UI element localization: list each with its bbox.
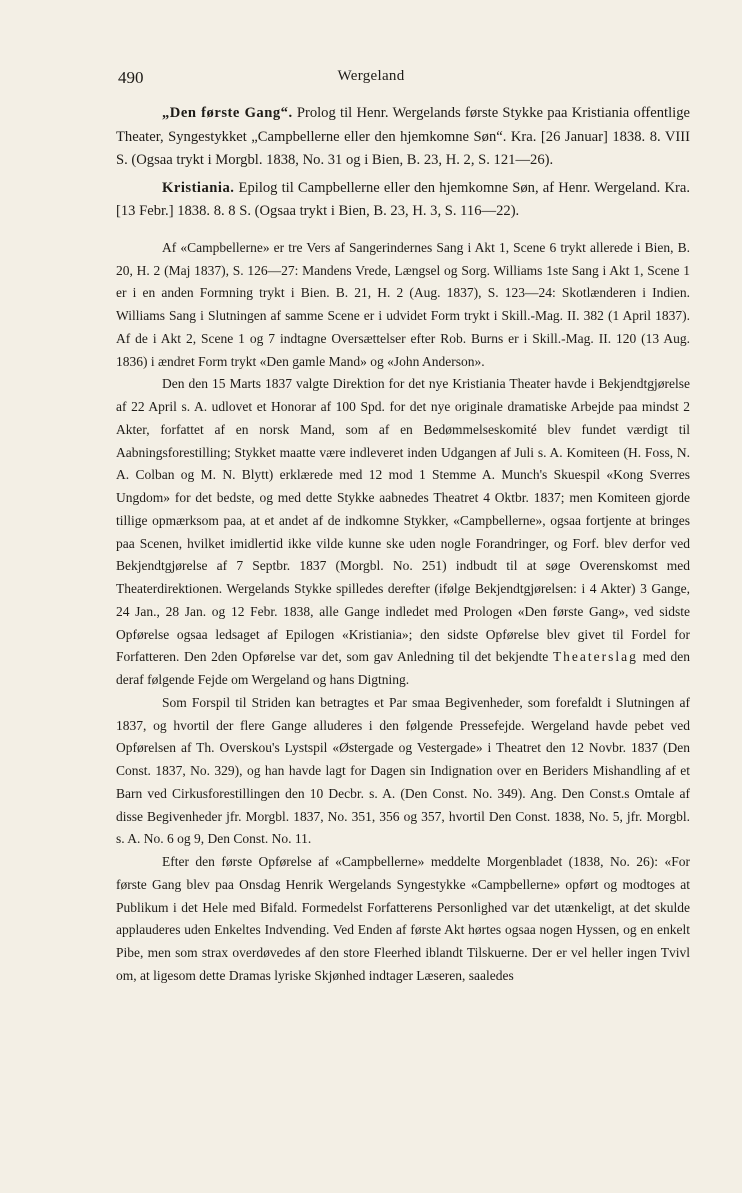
paragraph: Som Forspil til Striden kan betragtes et Par smaa Begivenheder, som forefaldt i Slutningen af 1837, og hvortil der flere Gange alluderes i den følgende Pressefejde. Wergeland havde pebet ved Opførelsen af Th. Overskou's Lystspil «Østergade og Vestergade» i Theatret den 12 Novbr. 1837 (Den Const. 1837, No. 329), og han havde lagt for Dagen sin Indignation over en Beriders Mishandling af et Barn ved Cirkusforestillingen den 10 Decbr. s. A. (Den Const. No. 349). Ang. Den Const.s Omtale af disse Begivenheder jfr. Morgbl. 1837, No. 351, 356 og 357, hvortil Den Const. 1838, No. 5, jfr. Morgbl. s. A. No. 6 og 9, Den Const. No. 11. bbox=[116, 694, 690, 847]
paragraph bbox=[116, 373, 690, 692]
bibliography-entry bbox=[116, 177, 690, 224]
page-number: 490 bbox=[118, 68, 144, 87]
paragraph: Efter den første Opførelse af «Campbellerne» meddelte Morgenbladet (1838, No. 26): «For første Gang blev paa Onsdag Henrik Wergelands Syngestykke «Campbellerne» opført og modtoges at Publikum i det Hele med Bifald. Formedelst Forfatterens Personlighed var det utænkeligt, at det skulde applauderes uden Enkeltes Indvending. Ved Enden af første Akt hørtes ogsaa nogen Hyssen, og en enkelt Pibe, men som strax overdøvedes af den store Fleerhed iblandt Tilskuerne. Der er vel heller ingen Tvivl om, at ligesom dette Dramas lyriske Skjønhed indtager Læseren, saaledes bbox=[116, 854, 690, 983]
spaced-term: Theaterslag bbox=[552, 649, 638, 665]
bibliography-entry bbox=[116, 102, 690, 173]
paragraph: Af «Campbellerne» er tre Vers af Sangerindernes Sang i Akt 1, Scene 6 trykt allerede i Bien, B. 20, H. 2 (Maj 1837), S. 126—27: Mandens Vrede, Længsel og Sorg. Williams 1ste Sang i Akt 1, Scene 1 er i en anden Formning trykt i Bien. B. 21, H. 2 (Aug. 1837), S. 123—24: Skotlænderen i Indien. Williams Sang i Slutningen af samme Scene er i udvidet Form trykt i Skill.-Mag. II. 382 (1 April 1837). Af de i Akt 2, Scene 1 og 7 indtagne Oversættelser efter Rob. Burns er i Skill.-Mag. II. 120 (13 Aug. 1836) i ændret Form trykt «Den gamle Mand» og «John Anderson». bbox=[116, 239, 690, 369]
running-title: Wergeland bbox=[337, 68, 405, 84]
page-content bbox=[116, 102, 690, 988]
bibliography-title: „Den første Gang“. bbox=[162, 105, 293, 121]
paragraph-text: Den den 15 Marts 1837 valgte Direktion for det nye Kristiania Theater havde i Bekjendtgjørelse af 22 April s. A. udlovet et Honorar af 100 Spd. for det nye originale dramatiske Arbejde paa mindst 2 Akter, forfattet af en norsk Mand, som af en Bedømmelseskomité blev fundet værdigt til Aabningsforestilling; Stykket maatte være indleveret inden Udgangen af Juli s. A. Komiteen (H. Foss, N. A. Colban og M. N. Blytt) erklærede med 12 mod 1 Stemme A. Munch's Skuespil «Kong Sverres Ungdom» for det bedste, og med dette Stykke aabnedes Theatret 4 Oktbr. 1837; men Komiteen gjorde tillige opmærksom paa, at et andet af de indkomne Stykker, «Campbellerne», ogsaa fortjente at bringes paa Scenen, hvilket imidlertid ikke vilde kunne ske uden nogle Forandringer, og Forf. blev derfor ved Bekjendtgjørelse af 7 Septbr. 1837 (Morgbl. No. 251) indbudt til at søge Overenskomst med Theaterdirektionen. Wergelands Stykke spilledes derefter (ifølge Bekjendtgjørelsen: i 4 Akter) 3 Gange, 24 Jan., 28 Jan. og 12 Febr. 1838, alle Gange indledet med Prologen «Den første Gang», ved sidste Opførelse ogsaa ledsaget af Epilogen «Kristiania»; den sidste Opførelse blev givet til Fordel for Forfatteren. Den 2den Opførelse var det, som gav Anledning til det bekjendte bbox=[116, 376, 690, 665]
paragraph-text: med den deraf følgende Fejde om Wergeland og hans Digtning. bbox=[116, 649, 690, 688]
bibliography-text: Prolog til Henr. Wergelands første Stykke paa Kristiania offentlige Theater, Syngestykket „Campbellerne eller den hjemkomne Søn“. Kra. [26 Januar] 1838. 8. VIII S. (Ogsaa trykt i Morgbl. 1838, No. 31 og i Bien, B. 23, H. 2, S. 121—26). bbox=[116, 105, 690, 169]
body-text bbox=[116, 237, 690, 988]
bibliography-title: Kristiania. bbox=[162, 179, 235, 196]
bibliography-text: Epilog til Campbellerne eller den hjemkomne Søn, af Henr. Wergeland. Kra. [13 Febr.] 1838. 8. 8 S. (Ogsaa trykt i Bien, B. 23, H. 3, S. 116—22). bbox=[116, 179, 691, 220]
